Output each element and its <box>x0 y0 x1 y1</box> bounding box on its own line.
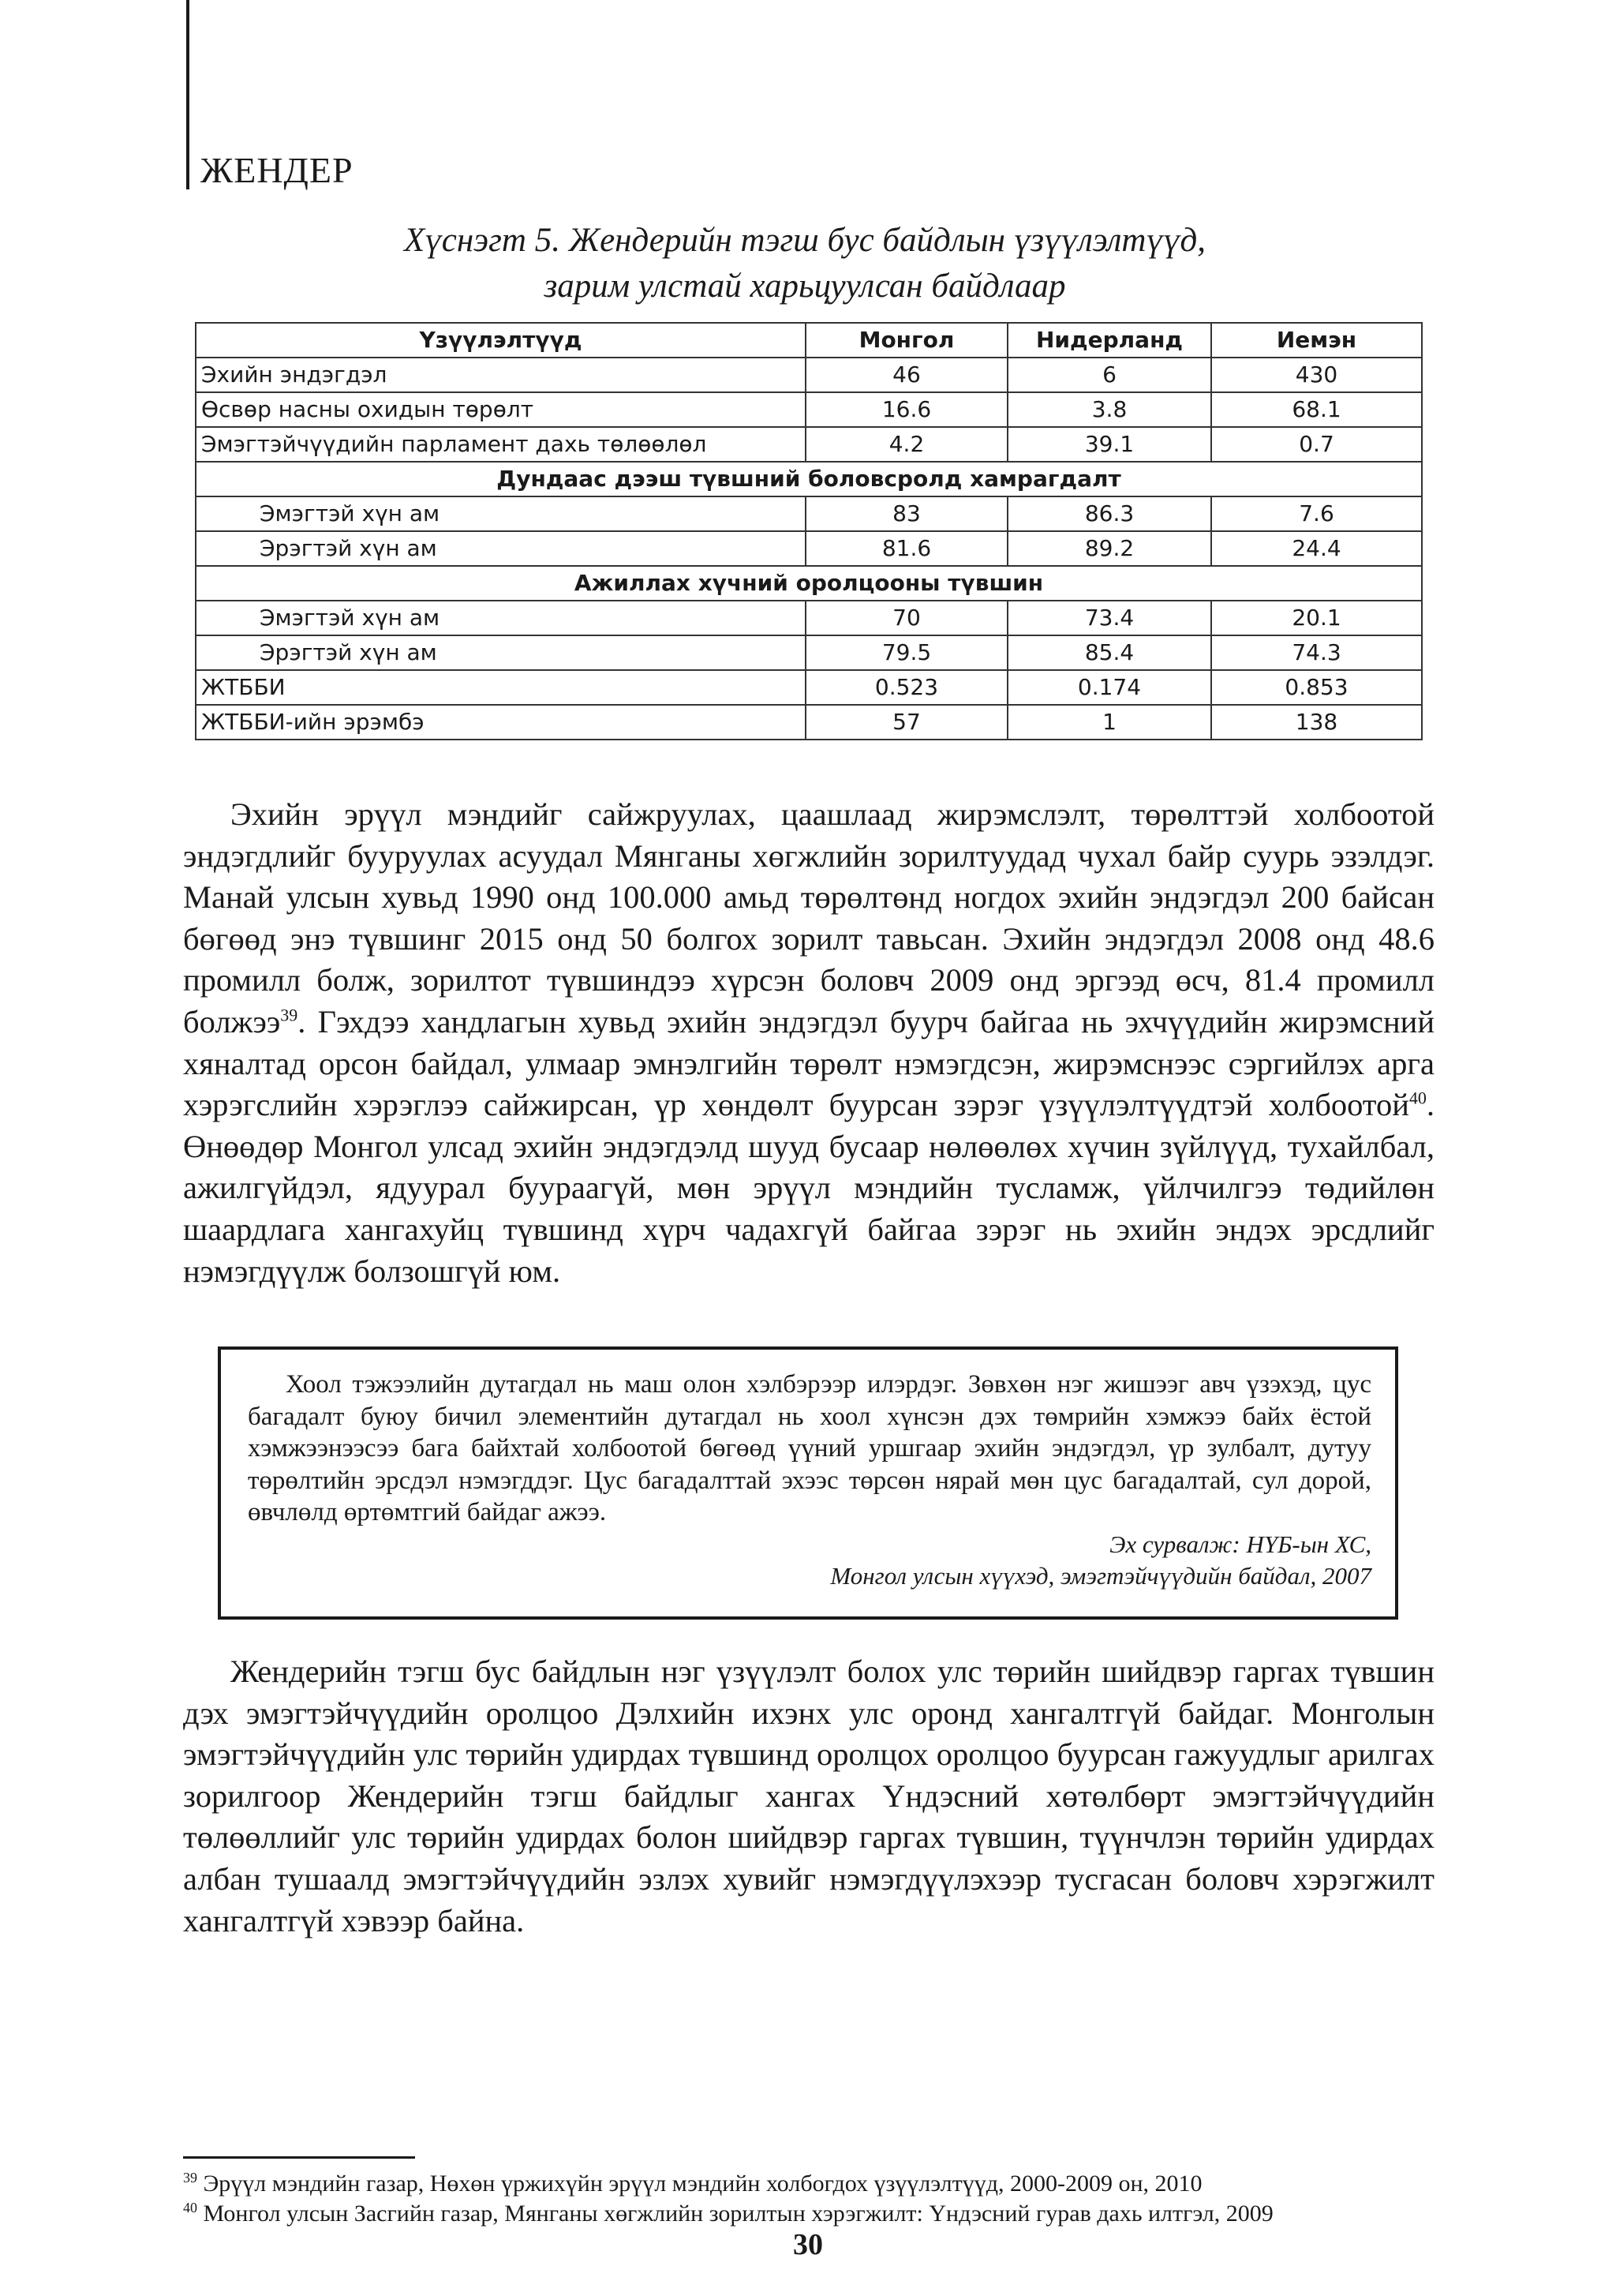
cell-value: 4.2 <box>806 427 1008 462</box>
table-caption <box>189 218 1420 309</box>
paragraph-text: . Өнөөдөр Монгол улсад эхийн эндэгдэлд шууд бусаар нөлөөлөх хүчин зүйлүүд, тухайлбал, ажилгүйдэл, ядуурал буураагүй, мөн эрүүл мэндийн тусламж, үйлчилгээ төдийлөн шаардлага хангахуйц түвшинд хүрч чадахгүй байгаа зэрэг нь эхийн эндэх эрсдлийг нэмэгдүүлж болзошгүй юм. <box>183 1087 1435 1289</box>
group-title-labor: Ажиллах хүчний оролцооны түвшин <box>196 566 1422 601</box>
cell-value: 20.1 <box>1211 601 1422 635</box>
table-row <box>196 496 1422 531</box>
cell-value: 86.3 <box>1008 496 1211 531</box>
cell-value: 83 <box>806 496 1008 531</box>
cell-value: 73.4 <box>1008 601 1211 635</box>
cell-value: 6 <box>1008 358 1211 392</box>
cell-value: 57 <box>806 705 1008 740</box>
paragraph-text: Жендерийн тэгш бус байдлын нэг үзүүлэлт болох улс төрийн шийдвэр гаргах түвшин дэх эмэгтэйчүүдийн оролцоо Дэлхийн ихэнх улс оронд хангалтгүй байдаг. Монголын эмэгтэйчүүдийн улс төрийн удирдах түвшинд оролцох оролцоо буурсан гажуудлыг арилгах зорилгоор Жендерийн тэгш байдлыг хангах Үндэсний хөтөлбөрт эмэгтэйчүүдийн төлөөллийг улс төрийн удирдах болон шийдвэр гаргах түвшин, түүнчлэн төрийн удирдах албан тушаалд эмэгтэйчүүдийн эзлэх хувийг нэмэгдүүлэхээр тусгасан боловч хэрэгжилт хангалтгүй хэвээр байна. <box>183 1654 1435 1938</box>
indicator-table <box>195 322 1423 740</box>
quote-source-line2: Монгол улсын хүүхэд, эмэгтэйчүүдийн байдал, 2007 <box>830 1561 1371 1590</box>
cell-value: 1 <box>1008 705 1211 740</box>
table-row <box>196 358 1422 392</box>
cell-value: 68.1 <box>1211 392 1422 427</box>
table-row <box>196 392 1422 427</box>
paragraph-text: Эхийн эрүүл мэндийг сайжруулах, цаашлаад жирэмслэлт, төрөлттэй холбоотой эндэгдлийг бууруулах асуудал Мянганы хөгжлийн зорилтуудад чухал байр суурь эзэлдэг. Манай улсын хувьд 1990 онд 100.000 амьд төрөлтөнд ногдох эхийн эндэгдэл 200 байсан бөгөөд энэ түвшинг 2015 онд 50 болгох зорилт тавьсан. Эхийн эндэгдэл 2008 онд 48.6 промилл болж, зорилтот түвшиндээ хүрсэн боловч 2009 онд эргээд өсч, 81.4 промилл болжээ <box>183 796 1435 1039</box>
quote-text <box>248 1369 1371 1529</box>
section-title: ЖЕНДЕР <box>200 150 354 190</box>
header-vertical-rule <box>186 0 189 189</box>
table-row <box>196 601 1422 635</box>
cell-value: 430 <box>1211 358 1422 392</box>
cell-value: 46 <box>806 358 1008 392</box>
table-row <box>196 670 1422 705</box>
cell-value: 39.1 <box>1008 427 1211 462</box>
group-title-education: Дундаас дээш түвшний боловсролд хамрагдалт <box>196 462 1422 496</box>
cell-value: 85.4 <box>1008 635 1211 670</box>
body-paragraph-gender-politics <box>183 1651 1435 1942</box>
row-label: Эмэгтэйчүүдийн парламент дахь төлөөлөл <box>196 427 806 462</box>
cell-value: 89.2 <box>1008 531 1211 566</box>
row-label: Эмэгтэй хүн ам <box>196 496 806 531</box>
table-group-row <box>196 566 1422 601</box>
cell-value: 0.174 <box>1008 670 1211 705</box>
row-label: ЖТББИ <box>196 670 806 705</box>
row-label: ЖТББИ-ийн эрэмбэ <box>196 705 806 740</box>
cell-value: 24.4 <box>1211 531 1422 566</box>
quote-source-line1: Эх сурвалж: НҮБ-ын ХС, <box>1109 1530 1371 1558</box>
footnote-ref[interactable]: 40 <box>1408 1088 1427 1108</box>
cell-value: 0.853 <box>1211 670 1422 705</box>
row-label: Эхийн эндэгдэл <box>196 358 806 392</box>
cell-value: 16.6 <box>806 392 1008 427</box>
quote-text-body: Хоол тэжээлийн дутагдал нь маш олон хэлбэрээр илэрдэг. Зөвхөн нэг жишээг авч үзэхэд, цус багадалт буюу бичил элементийн дутагдал нь хоол хүнсэн дэх төмрийн хэмжээ байх ёстой хэмжээнээсээ бага байхтай холбоотой бөгөөд үүний уршгаар эхийн эндэгдэл, үр зулбалт, дутуу төрөлтийн эрсдэл нэмэгддэг. Цус багадалттай эхээс төрсөн нярай мөн цус багадалтай, сул дорой, өвчлөлд өртөмтгий байдаг ажээ. <box>248 1370 1371 1526</box>
footnote-39 <box>183 2169 1435 2199</box>
cell-value: 7.6 <box>1211 496 1422 531</box>
footnote-text: Монгол улсын Засгийн газар, Мянганы хөгжлийн зорилтын хэрэгжилт: Үндэсний гурав дахь илтгэл, 2009 <box>197 2200 1274 2227</box>
column-header: Үзүүлэлтүүд <box>196 323 806 358</box>
row-label: Эрэгтэй хүн ам <box>196 635 806 670</box>
footnote-text: Эрүүл мэндийн газар, Нөхөн үржихүйн эрүүл мэндийн холбогдох үзүүлэлтүүд, 2000-2009 он, 2010 <box>203 2171 1203 2197</box>
footnote-40 <box>183 2199 1435 2229</box>
body-paragraph-maternal-health <box>183 794 1435 1292</box>
page-number: 30 <box>793 2228 823 2261</box>
cell-value: 70 <box>806 601 1008 635</box>
cell-value: 0.7 <box>1211 427 1422 462</box>
row-label: Эрэгтэй хүн ам <box>196 531 806 566</box>
footnote-divider <box>183 2156 415 2159</box>
cell-value: 138 <box>1211 705 1422 740</box>
table-row <box>196 705 1422 740</box>
column-header: Нидерланд <box>1008 323 1211 358</box>
column-header: Иемэн <box>1211 323 1422 358</box>
table-group-row <box>196 462 1422 496</box>
table-header-row <box>196 323 1422 358</box>
table-caption-line1: Хүснэгт 5. Жендерийн тэгш бус байдлын үзүүлэлтүүд, <box>403 222 1206 259</box>
paragraph-text: . Гэхдээ хандлагын хувьд эхийн эндэгдэл буурч байгаа нь эхчүүдийн жирэмсний хяналтад орсон байдал, улмаар эмнэлгийн төрөлт нэмэгдсэн, жирэмснээс сэргийлэх арга хэрэгслийн хэрэглээ сайжирсан, үр хөндөлт буурсан зэрэг үзүүлэлтүүдтэй холбоотой <box>183 1003 1435 1123</box>
cell-value: 3.8 <box>1008 392 1211 427</box>
column-header: Монгол <box>806 323 1008 358</box>
footnote-ref[interactable]: 39 <box>280 1005 298 1025</box>
cell-value: 79.5 <box>806 635 1008 670</box>
cell-value: 0.523 <box>806 670 1008 705</box>
footnote-number: 40 <box>183 2200 197 2215</box>
row-label: Өсвөр насны охидын төрөлт <box>196 392 806 427</box>
footnote-number: 39 <box>183 2170 197 2186</box>
row-label: Эмэгтэй хүн ам <box>196 601 806 635</box>
cell-value: 81.6 <box>806 531 1008 566</box>
cell-value: 74.3 <box>1211 635 1422 670</box>
table-row <box>196 635 1422 670</box>
table-row <box>196 531 1422 566</box>
nutrition-quote-box <box>218 1347 1398 1620</box>
table-caption-line2: зарим улстай харьцуулсан байдлаар <box>544 268 1066 305</box>
table-row <box>196 427 1422 462</box>
